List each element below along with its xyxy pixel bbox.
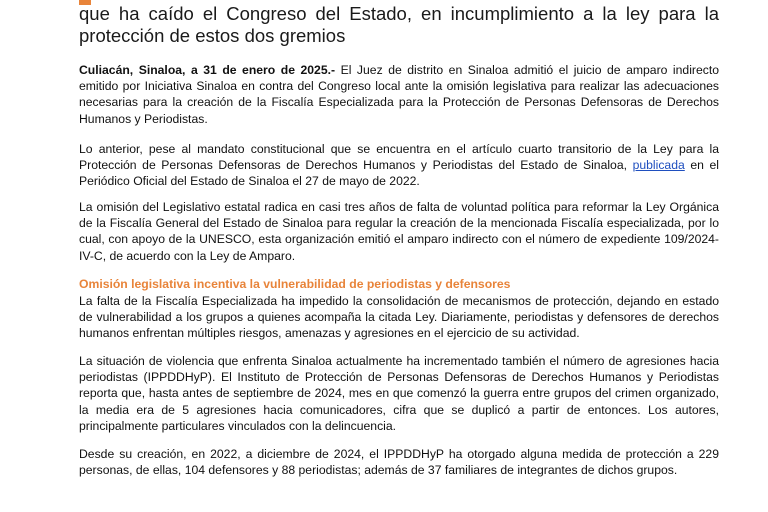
section-subheading: Omisión legislativa incentiva la vulnerabilidad de periodistas y defensores bbox=[79, 277, 511, 291]
paragraph-2-text-after: en el Periódico Oficial del Estado de Sinaloa el 27 de mayo de 2022. bbox=[79, 158, 719, 189]
paragraph-4: La falta de la Fiscalía Especializada ha impedido la consolidación de mecanismos de protección, dejando en estado de vulnerabilidad a los grupos a quienes acompaña la citada Ley. Diariamente, periodistas y defensores de derechos humanos enfrentan múltiples riesgos, amenazas y agresiones en el ejercicio de su actividad. bbox=[79, 294, 719, 341]
publicada-link[interactable]: publicada bbox=[632, 158, 685, 173]
paragraph-1-text: El Juez de distrito en Sinaloa admitió el juicio de amparo indirecto emitido por Iniciativa Sinaloa en contra del Congreso local ante la omisión legislativa para realizar las adecuaciones necesarias para la creación de la Fiscalía Especializada para la Protección de Personas Defensoras de Derechos Humanos y Periodistas. bbox=[79, 63, 719, 126]
paragraph-1 bbox=[79, 62, 719, 127]
paragraph-5: La situación de violencia que enfrenta Sinaloa actualmente ha incrementado también el número de agresiones hacia periodistas (IPPDDHyP). El Instituto de Protección de Personas Defensoras de Derechos Humanos y Periodistas reporta que, hasta antes de septiembre de 2024, mes en que comenzó la guerra entre grupos del crimen organizado, la media era de 5 agresiones hacia comunicadores, cifra que se duplicó a partir de entonces. Los autores, principalmente particulares vinculados con la delincuencia. bbox=[79, 354, 719, 433]
paragraph-2-text-before: Lo anterior, pese al mandato constitucional que se encuentra en el artículo cuarto transitorio de la Ley para la Protección de Personas Defensoras de Derechos Humanos y Periodistas del Estado de Sinaloa, bbox=[79, 142, 719, 173]
paragraph-2 bbox=[79, 141, 719, 190]
dateline: Culiacán, Sinaloa, a 31 de enero de 2025.- bbox=[79, 63, 336, 77]
paragraph-3: La omisión del Legislativo estatal radica en casi tres años de falta de voluntad política para reformar la Ley Orgánica de la Fiscalía General del Estado de Sinaloa para regular la creación de la mencionada Fiscalía especializada, por lo cual, con apoyo de la UNESCO, esta organización emitió el amparo indirecto con el número de expediente 109/2024-IV-C, de acuerdo con la Ley de Amparo. bbox=[79, 200, 719, 263]
article-title: que ha caído el Congreso del Estado, en incumplimiento a la ley para la protección de estos dos gremios bbox=[79, 3, 719, 46]
paragraph-6: Desde su creación, en 2022, a diciembre de 2024, el IPPDDHyP ha otorgado alguna medida de protección a 229 personas, de ellas, 104 defensores y 88 periodistas; además de 37 familiares de integrantes de dichos grupos. bbox=[79, 447, 719, 478]
